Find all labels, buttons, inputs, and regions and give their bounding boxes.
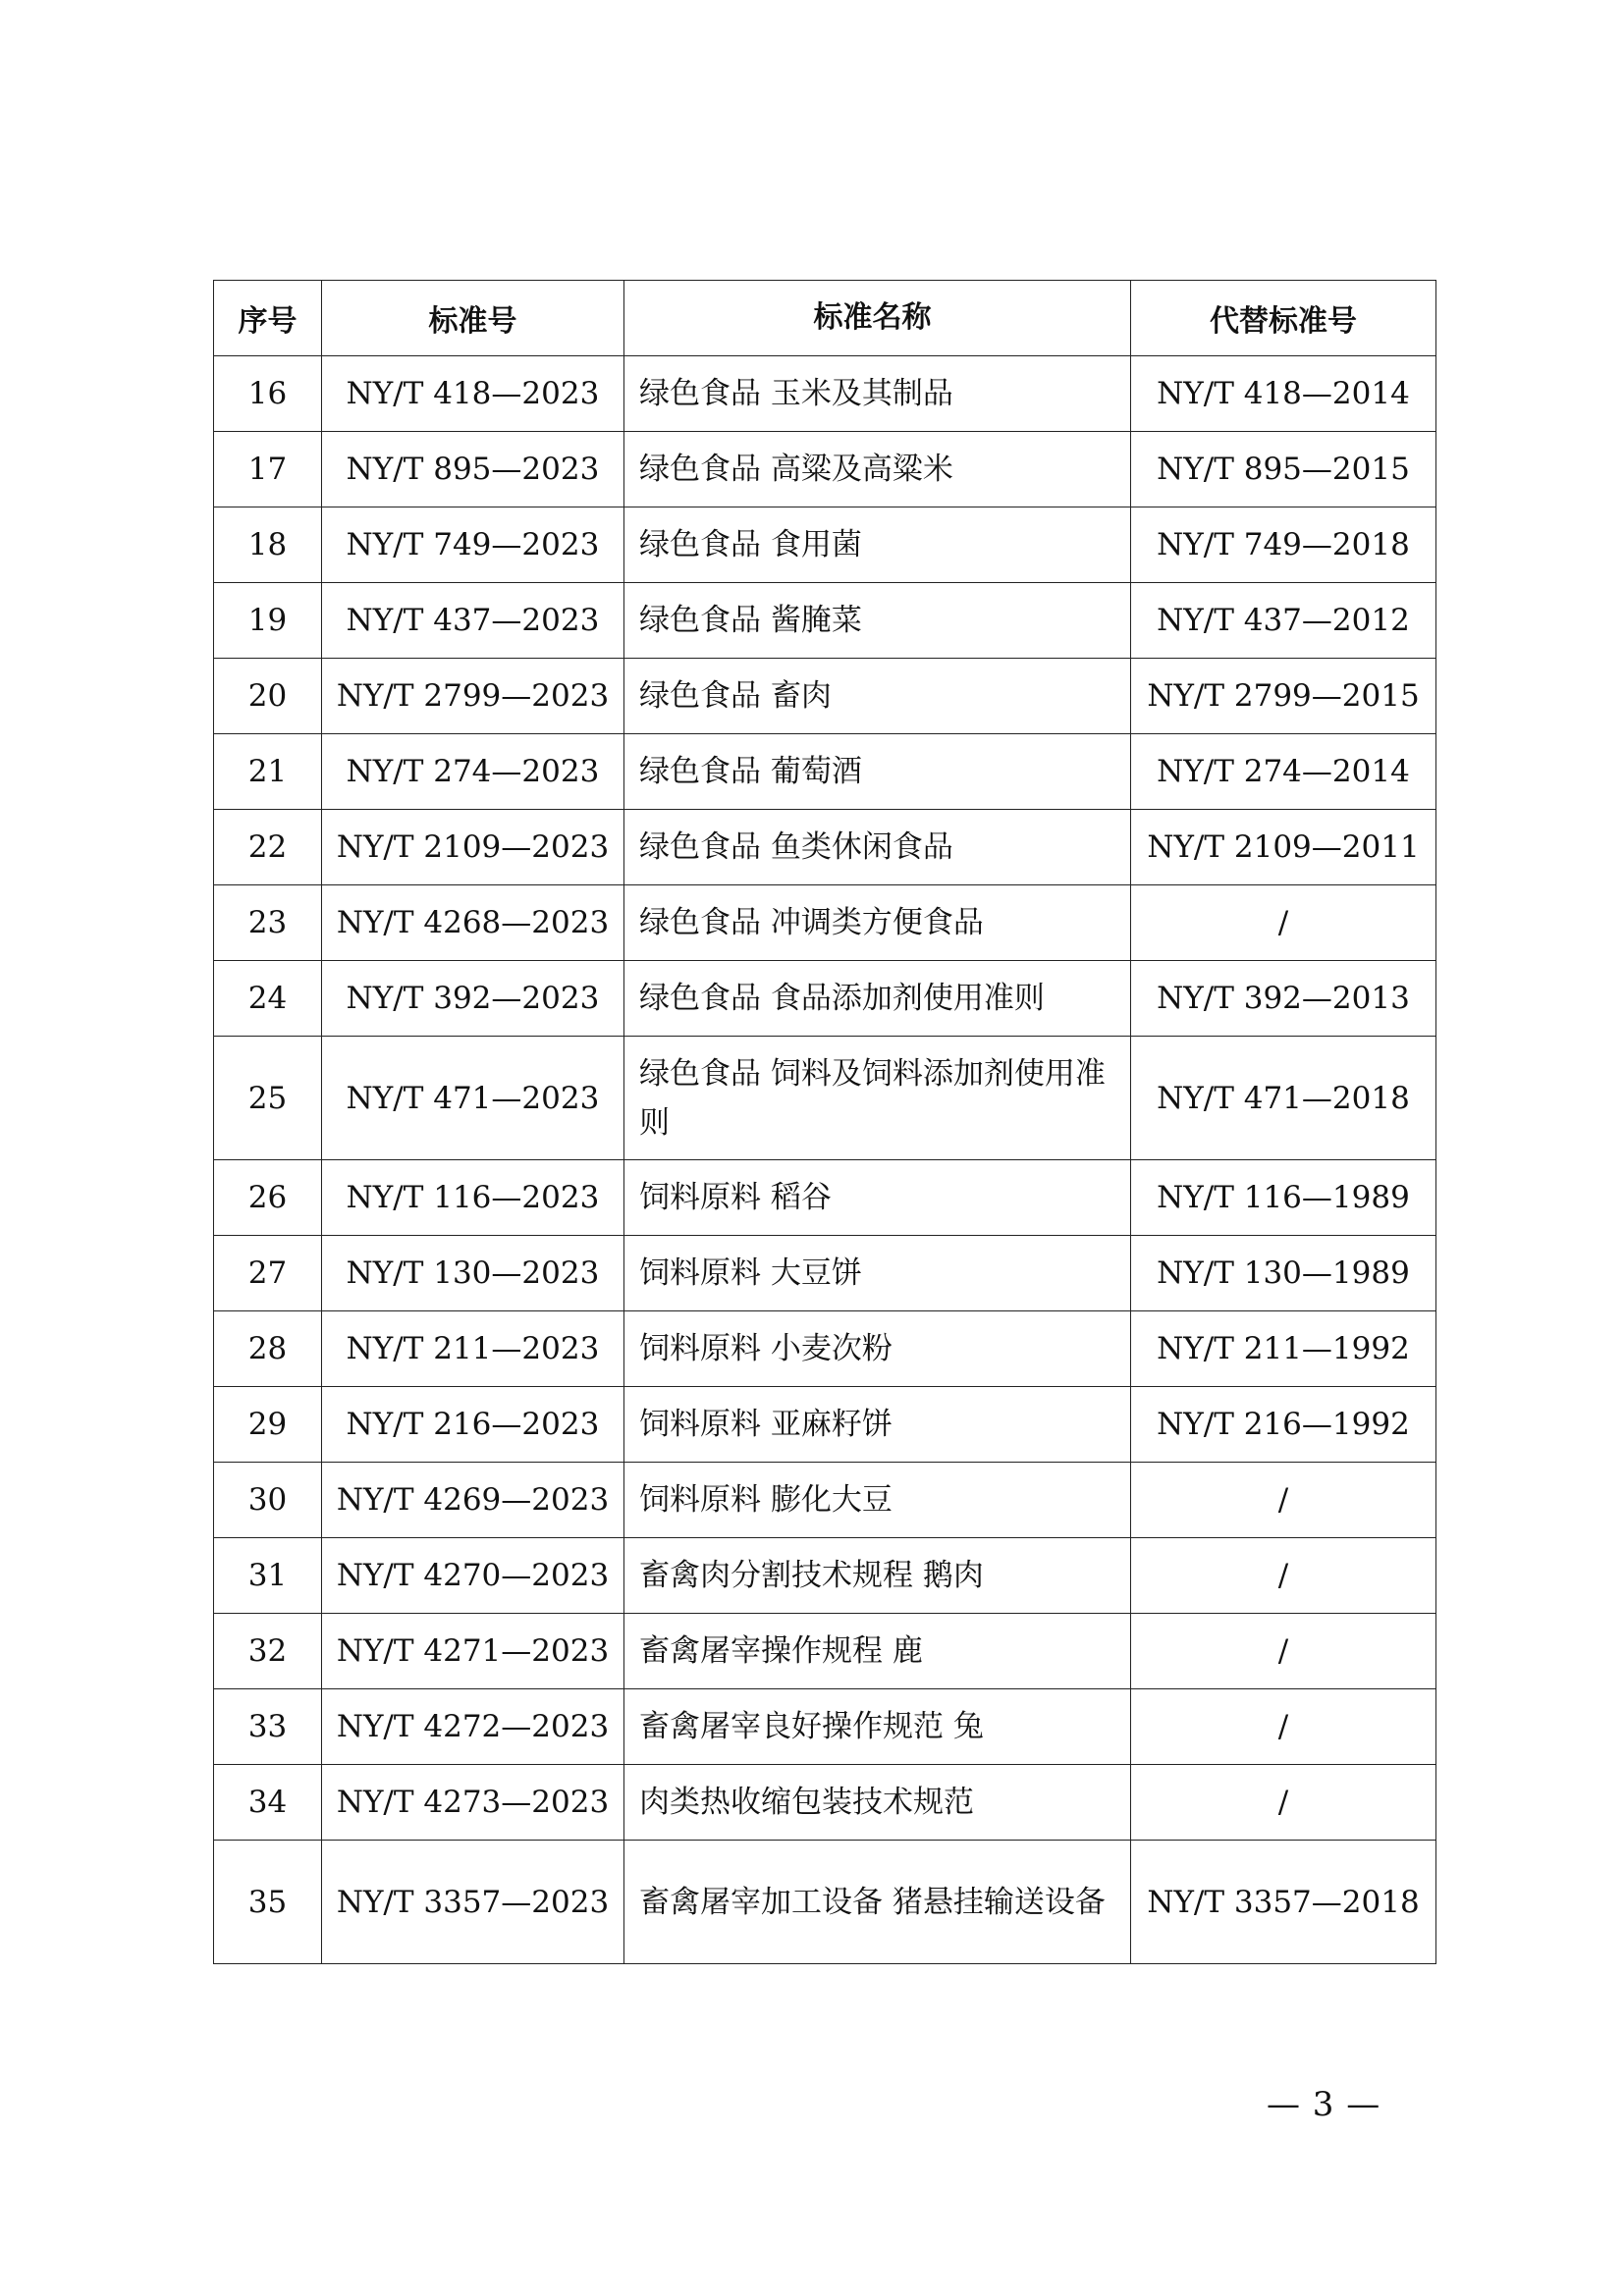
cell-standard-code: NY/T 4272—2023 — [322, 1689, 624, 1765]
table-row — [214, 734, 1436, 810]
cell-replaced-standard: NY/T 130—1989 — [1131, 1236, 1436, 1311]
cell-standard-name: 绿色食品 饲料及饲料添加剂使用准则 — [624, 1037, 1131, 1160]
cell-standard-code: NY/T 4269—2023 — [322, 1463, 624, 1538]
cell-standard-code: NY/T 274—2023 — [322, 734, 624, 810]
cell-standard-code: NY/T 130—2023 — [322, 1236, 624, 1311]
table-row — [214, 1311, 1436, 1387]
cell-serial-number: 32 — [214, 1614, 322, 1689]
cell-standard-name: 畜禽肉分割技术规程 鹅肉 — [624, 1538, 1131, 1614]
table-body — [214, 356, 1436, 1964]
cell-standard-code: NY/T 895—2023 — [322, 432, 624, 507]
cell-standard-code: NY/T 749—2023 — [322, 507, 624, 583]
cell-standard-name: 畜禽屠宰良好操作规范 兔 — [624, 1689, 1131, 1765]
cell-replaced-standard: / — [1131, 1614, 1436, 1689]
cell-standard-code: NY/T 211—2023 — [322, 1311, 624, 1387]
cell-standard-name: 绿色食品 鱼类休闲食品 — [624, 810, 1131, 885]
cell-replaced-standard: / — [1131, 885, 1436, 961]
cell-serial-number: 23 — [214, 885, 322, 961]
table-header-row — [214, 281, 1436, 356]
cell-standard-name: 饲料原料 亚麻籽饼 — [624, 1387, 1131, 1463]
table-row — [214, 1387, 1436, 1463]
cell-replaced-standard: NY/T 2799—2015 — [1131, 659, 1436, 734]
table-row — [214, 1538, 1436, 1614]
cell-standard-name: 畜禽屠宰加工设备 猪悬挂输送设备 — [624, 1841, 1131, 1964]
cell-standard-name: 绿色食品 酱腌菜 — [624, 583, 1131, 659]
cell-replaced-standard: NY/T 116—1989 — [1131, 1160, 1436, 1236]
cell-serial-number: 26 — [214, 1160, 322, 1236]
cell-standard-code: NY/T 471—2023 — [322, 1037, 624, 1160]
table-row — [214, 1765, 1436, 1841]
table-row — [214, 1841, 1436, 1964]
cell-standard-code: NY/T 216—2023 — [322, 1387, 624, 1463]
cell-serial-number: 29 — [214, 1387, 322, 1463]
cell-serial-number: 27 — [214, 1236, 322, 1311]
cell-replaced-standard: NY/T 418—2014 — [1131, 356, 1436, 432]
cell-replaced-standard: / — [1131, 1765, 1436, 1841]
cell-standard-code: NY/T 2799—2023 — [322, 659, 624, 734]
cell-replaced-standard: NY/T 3357—2018 — [1131, 1841, 1436, 1964]
cell-replaced-standard: NY/T 749—2018 — [1131, 507, 1436, 583]
table-row — [214, 356, 1436, 432]
cell-serial-number: 22 — [214, 810, 322, 885]
cell-serial-number: 28 — [214, 1311, 322, 1387]
cell-serial-number: 31 — [214, 1538, 322, 1614]
cell-replaced-standard: NY/T 471—2018 — [1131, 1037, 1436, 1160]
cell-standard-name: 饲料原料 大豆饼 — [624, 1236, 1131, 1311]
table-row — [214, 432, 1436, 507]
table-row — [214, 1463, 1436, 1538]
cell-serial-number: 17 — [214, 432, 322, 507]
page-number: — 3 — — [1267, 2085, 1381, 2124]
cell-serial-number: 18 — [214, 507, 322, 583]
table-row — [214, 583, 1436, 659]
cell-serial-number: 35 — [214, 1841, 322, 1964]
cell-standard-code: NY/T 2109—2023 — [322, 810, 624, 885]
cell-standard-code: NY/T 437—2023 — [322, 583, 624, 659]
cell-replaced-standard: NY/T 274—2014 — [1131, 734, 1436, 810]
standards-table — [213, 280, 1436, 1964]
cell-replaced-standard: / — [1131, 1538, 1436, 1614]
cell-replaced-standard: NY/T 392—2013 — [1131, 961, 1436, 1037]
header-standard-name: 标准名称 — [624, 281, 1131, 356]
cell-standard-name: 肉类热收缩包装技术规范 — [624, 1765, 1131, 1841]
cell-serial-number: 20 — [214, 659, 322, 734]
cell-standard-code: NY/T 3357—2023 — [322, 1841, 624, 1964]
cell-standard-name: 绿色食品 玉米及其制品 — [624, 356, 1131, 432]
table-row — [214, 961, 1436, 1037]
cell-standard-code: NY/T 4273—2023 — [322, 1765, 624, 1841]
cell-standard-code: NY/T 4268—2023 — [322, 885, 624, 961]
cell-standard-code: NY/T 4270—2023 — [322, 1538, 624, 1614]
cell-standard-code: NY/T 4271—2023 — [322, 1614, 624, 1689]
cell-standard-name: 绿色食品 冲调类方便食品 — [624, 885, 1131, 961]
table-row — [214, 659, 1436, 734]
table-row — [214, 1160, 1436, 1236]
cell-standard-name: 畜禽屠宰操作规程 鹿 — [624, 1614, 1131, 1689]
cell-standard-name: 绿色食品 葡萄酒 — [624, 734, 1131, 810]
cell-standard-code: NY/T 116—2023 — [322, 1160, 624, 1236]
cell-standard-name: 绿色食品 高粱及高粱米 — [624, 432, 1131, 507]
cell-standard-code: NY/T 418—2023 — [322, 356, 624, 432]
table-row — [214, 885, 1436, 961]
table-row — [214, 810, 1436, 885]
cell-standard-name: 饲料原料 稻谷 — [624, 1160, 1131, 1236]
cell-serial-number: 33 — [214, 1689, 322, 1765]
header-serial-number: 序号 — [214, 281, 322, 356]
cell-replaced-standard: NY/T 211—1992 — [1131, 1311, 1436, 1387]
table-row — [214, 1037, 1436, 1160]
cell-serial-number: 34 — [214, 1765, 322, 1841]
header-standard-code: 标准号 — [322, 281, 624, 356]
cell-replaced-standard: NY/T 437—2012 — [1131, 583, 1436, 659]
cell-standard-name: 饲料原料 小麦次粉 — [624, 1311, 1131, 1387]
header-replaced-standard: 代替标准号 — [1131, 281, 1436, 356]
cell-serial-number: 25 — [214, 1037, 322, 1160]
cell-standard-name: 绿色食品 食品添加剂使用准则 — [624, 961, 1131, 1037]
table-row — [214, 1689, 1436, 1765]
cell-serial-number: 16 — [214, 356, 322, 432]
cell-serial-number: 24 — [214, 961, 322, 1037]
cell-standard-name: 饲料原料 膨化大豆 — [624, 1463, 1131, 1538]
table-row — [214, 1236, 1436, 1311]
cell-standard-name: 绿色食品 畜肉 — [624, 659, 1131, 734]
table-row — [214, 1614, 1436, 1689]
cell-replaced-standard: / — [1131, 1463, 1436, 1538]
cell-standard-name: 绿色食品 食用菌 — [624, 507, 1131, 583]
cell-replaced-standard: NY/T 216—1992 — [1131, 1387, 1436, 1463]
table-row — [214, 507, 1436, 583]
cell-serial-number: 21 — [214, 734, 322, 810]
cell-standard-code: NY/T 392—2023 — [322, 961, 624, 1037]
cell-replaced-standard: / — [1131, 1689, 1436, 1765]
cell-serial-number: 30 — [214, 1463, 322, 1538]
cell-replaced-standard: NY/T 895—2015 — [1131, 432, 1436, 507]
cell-replaced-standard: NY/T 2109—2011 — [1131, 810, 1436, 885]
cell-serial-number: 19 — [214, 583, 322, 659]
